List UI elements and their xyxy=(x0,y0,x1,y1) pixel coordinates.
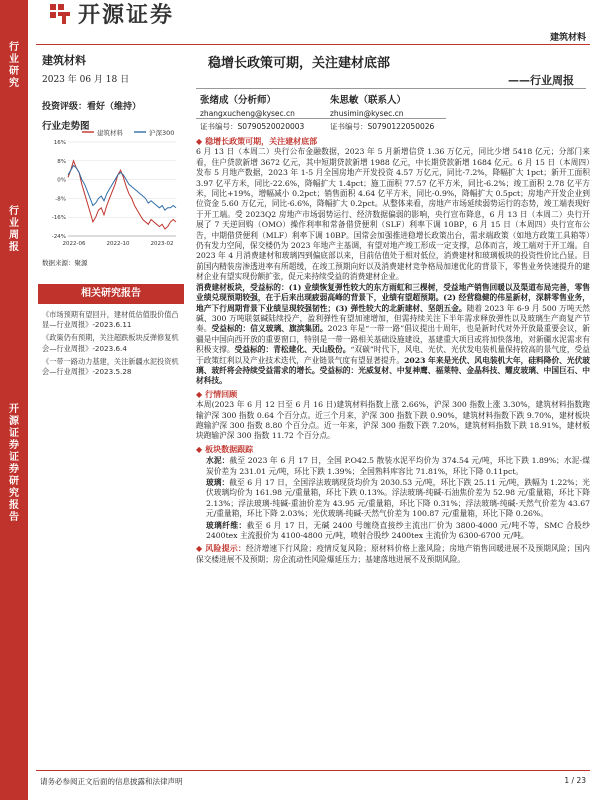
x-tick-label: 2022-06 xyxy=(62,241,86,247)
x-tick-label: 2023-02 xyxy=(150,241,174,247)
legend-label: 沪深300 xyxy=(149,129,175,137)
related-reports-title: 相关研究报告 xyxy=(38,284,184,304)
body-text: 随着 2023 年 6-9 月 500 万吨天然碱、300 万吨联氨碱陆续投产，盈利弹性有望加速增加，但需持续关注下半年需求释放弹性以及玻璃生产商复产节奏。 xyxy=(196,303,590,334)
y-tick-label: -16% xyxy=(51,215,66,222)
rail-label-top: 行业研究 xyxy=(9,42,19,89)
legend-label: 建筑材料 xyxy=(97,129,123,137)
logo-text: 开源证券 xyxy=(78,2,175,28)
section-head-policy: ◆ 稳增长政策可期，关注建材底部 xyxy=(196,137,318,146)
bold-text: 2023 年来是光伏、风电装机大年，硅料降价、光伏玻璃、玻纤将会持续受益需求的增长。受益标的：光威复材、中复神鹰、福莱特、金晶科技、耀皮玻璃、中国巨石、中材科技。 xyxy=(196,355,590,386)
risk-head: ◆ 风险提示： xyxy=(196,544,246,554)
related-reports-list xyxy=(42,310,184,380)
diamond-bullet-icon: ◆ xyxy=(196,389,203,399)
footer-divider xyxy=(36,770,590,771)
y-tick-label: -24% xyxy=(51,234,66,240)
report-subtitle: ——行业周报 xyxy=(508,74,574,87)
analyst-divider xyxy=(196,118,446,119)
bold-text: 受益标的：青松建化、天山股份。 xyxy=(234,345,351,355)
logo-mark-icon xyxy=(48,2,72,24)
trend-chart-svg xyxy=(42,124,182,254)
report-body xyxy=(196,134,590,565)
left-rail xyxy=(0,0,28,800)
bold-text: 受益标的：信义玻璃、旗滨集团。 xyxy=(211,324,328,334)
y-tick-label: -8% xyxy=(55,196,66,203)
analyst-email[interactable]: zhangxucheng@kysec.cn xyxy=(200,109,295,118)
rail-label-bottom: 开源证券 证券研究报告 xyxy=(9,404,19,523)
series-line xyxy=(68,161,176,229)
section-head-market: ◆ 行情回顾 xyxy=(196,389,238,399)
contact-email[interactable]: zhusimin@kysec.cn xyxy=(330,109,404,118)
report-title: 稳增长政策可期，关注建材底部 xyxy=(208,56,391,71)
rail-label-middle: 行业周报 xyxy=(9,206,19,253)
title-divider xyxy=(196,88,586,89)
analyst-cert: 证书编号：S0790520020003 xyxy=(200,122,305,131)
risk-warning: ◆ 风险提示：经济增速下行风险；疫情反复风险；原材料价格上涨风险；房地产销售回暖进展不及预期风险；国内保交楼进展不及预期；房企流动性风险爆延压力；基建落地进展不及预期风险。 xyxy=(196,544,590,564)
header-industry-tag: 建筑材料 xyxy=(549,33,586,43)
trend-chart-title: 行业走势图 xyxy=(42,121,90,132)
contact-name: 朱思敏（联系人） xyxy=(330,95,407,106)
related-report-item[interactable]: 《一带一路动力基建，关注新疆水泥投资机会—行业周报》-2023.5.28 xyxy=(42,356,179,377)
brand-logo xyxy=(48,0,174,26)
section-head-data: ◆ 板块数据跟踪 xyxy=(196,444,254,454)
analyst-card xyxy=(200,96,295,119)
data-item-glass: 玻璃：截至 6 月 17 日，全国浮法玻璃现货均价为 2030.53 元/吨，环比下跌 25.11 元/吨，跌幅为 1.22%；光伏玻璃均价为 161.98 元/重量箱，环比下跌 0.13%。浮法玻璃-纯碱-石油焦价差为 52.98 元/重量箱，环比下降 2.13%；浮法玻璃-纯碱-重油价差为 43.95 元/重量箱，环比下降 0.31%；浮法玻璃-纯碱-天然气价差为 43.67 元/重量箱，环比下降 2.03%；光伏玻璃-纯碱-天然气价差为 100.87 元/重量箱，环比下降 0.26%。 xyxy=(206,478,590,519)
header-divider xyxy=(36,44,590,45)
body-text: 2023 年是“一带一路”倡议提出十周年，也是新时代对外开放最重要会议，新疆是中国向西开放的重要窗口，特别是一带一路相关基础设施建设，基建重大项目或将加快落地，对新疆水泥需求有积极支撑。 xyxy=(196,324,590,355)
report-date: 2023 年 06 月 18 日 xyxy=(42,75,130,85)
bold-text: 消费建材板块，受益标的：(1) 业绩恢复弹性较大的东方雨虹和三棵树，受益地产销售回暖以及渠道布局完善，零售业绩兑现预期较强，在于后来出现疲弱高峰的背景下，业绩有望超预期。(2) 经营稳健的伟星新材，深耕零售业务，地产下行周期背景下业绩呈现较强韧性；(3) 弹性较大的北新建材、坚朗五金。 xyxy=(196,282,590,313)
data-item-fiberglass: 玻璃纤维：截至 6 月 17 日，无碱 2400 号缠绕直接纱主流出厂价为 3800-4000 元/吨不等，SMC 合股纱 2400tex 主流报价为 4100-4800 元/吨，喷射合股纱 2400tex 主流价为 6300-6700 元/吨。 xyxy=(206,520,590,541)
contact-card xyxy=(330,96,406,119)
y-tick-label: 8% xyxy=(57,158,66,165)
diamond-bullet-icon: ◆ xyxy=(196,544,203,554)
chart-source: 数据来源：聚源 xyxy=(42,259,88,267)
analyst-name: 张绪成（分析师） xyxy=(200,95,277,106)
body-text: “双碳”时代下，风电、光伏、光伏发电装机量保持较高的景气度，受益于政策红利以及产业技术迭代，产业链景气度有望显著提升。 xyxy=(196,345,590,365)
contact-cert: 证书编号：S0790122050026 xyxy=(330,122,435,131)
data-item-cement: 水泥：截至 2023 年 6 月 17 日，全国 P.O42.5 散装水泥平均价为 374.54 元/吨，环比下跌 1.89%；水泥-煤炭价差为 231.01 元/吨，环比下跌 1.39%；全国熟料库容比 71.81%，环比下降 0.11pct。 xyxy=(206,456,590,476)
y-tick-label: 16% xyxy=(53,140,66,146)
related-report-item[interactable]: 《市场预期有望回升，建材低估值股价值凸显—行业周报》-2023.6.11 xyxy=(42,310,179,330)
sidebar xyxy=(42,52,190,132)
series-line xyxy=(68,166,176,211)
y-tick-label: 0% xyxy=(57,177,66,184)
paragraph xyxy=(196,283,590,387)
trend-chart xyxy=(42,124,182,254)
paragraph: 本周(2023 年 6 月 12 日至 6 月 16 日)建筑材料指数上涨 2.66%，沪深 300 指数上涨 3.30%，建筑材料指数跑输沪深 300 指数 0.64 个百分点。近三个月来，沪深 300 指数下跌 0.90%，建筑材料指数下跌 9.70%，建材板块跑输沪深 300 指数 8.80 个百分点。近一年来，沪深 300 指数下跌 7.20%，建筑材料指数下跌 18.91%，建材板块跑输沪深 300 指数 11.72 个百分点。 xyxy=(196,400,590,441)
diamond-bullet-icon: ◆ xyxy=(196,137,203,146)
sidebar-industry: 建筑材料 xyxy=(42,54,86,67)
paragraph: 6 月 13 日（本周二）央行公布金融数据，2023 年 5 月新增信贷 1.36 万亿元，同比少增 5418 亿元；分部门来看，住户贷款新增 3672 亿元，其中短期贷款新增 1988 亿元，中长期贷款新增 1684 亿元。6 月 15 日（本周四）发布 5 月地产数据，2023 年 1-5 月全国房地产开发投资 4.57 万亿元，同比-7.2%，降幅扩大 1pct；新开工面积 3.97 亿平方米，同比-22.6%，降幅扩大 1.4pct；施工面积 77.57 亿平方米，同比-6.2%；竣工面积 2.78 亿平方米，同比+19%，增幅减小 0.2pct；销售面积 4.64 亿平方米，同比-0.9%，降幅扩大 0.5pct；房地产开发企业到位资金 5.60 万亿元，同比-6.6%，降幅扩大 0.2pct。从整体来看，房地产市场延续弱势运行的态势，竣工端表现好于开工端。受 2023Q2 房地产市场弱势运行、经济数据偏弱的影响，央行宣布降息，6 月 13 日（本周二）央行开展了 7 天逆回购（OMO）操作利率和常备借贷便利（SLF）利率下调 10BP，6 月 15 日（本周四）央行宣布公告，中期借贷便利（MLF）利率下调 10BP。国常会加强推进稳增长政策出台，需求端政策（如地方政策工具箱等）仍有发力空间，保交楼仍为 2023 年地产主基调，有望对地产竣工形成一定支撑，总体而言，竣工端对于开工端。自 2023 年 4 月消费建材和玻璃四到偏底部以来，目前估值处于相对低位，消费建材和玻璃板块的投资性价比凸显。目前国内精装房渗透进率有所超缓，在竣工预期向好以及消费建材竞争格局加速优化的背景下，零售业务快速提升的建材企业有望实现份额扩张，促元来持续受益的消费建材企业。 xyxy=(196,147,590,282)
investment-rating: 投资评级：看好（维持） xyxy=(42,102,142,112)
page-number: 1 / 23 xyxy=(564,776,586,785)
diamond-bullet-icon: ◆ xyxy=(196,444,203,454)
x-tick-label: 2022-10 xyxy=(106,241,130,247)
related-report-item[interactable]: 《政策仍有预期，关注超跌板块反弹修复机会—行业周报》-2023.6.4 xyxy=(42,333,179,353)
disclaimer-note: 请务必参阅正文后面的信息披露和法律声明 xyxy=(40,777,183,786)
